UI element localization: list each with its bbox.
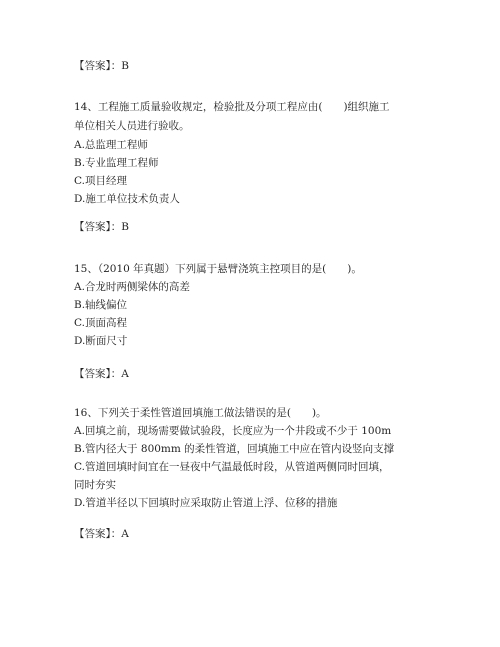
option-d: D.管道半径以下回填时应采取防止管道上浮、位移的措施 [74, 497, 338, 509]
question-stem: 16、下列关于柔性管道回填施工做法错误的是( )。 [74, 407, 327, 419]
option-c: C.顶面高程 [74, 317, 127, 329]
option-c: C.项目经理 [74, 175, 127, 187]
option-b: B.管内径大于 800mm 的柔性管道，回填施工中应在管内设竖向支撑 [74, 443, 395, 455]
option-b: B.轴线偏位 [74, 299, 128, 311]
option-c: C.管道回填时间宜在一昼夜中气温最低时段，从管道两侧同时回填， [74, 461, 390, 473]
option-c-continued: 同时夯实 [74, 479, 116, 491]
answer-16: 【答案】：A [74, 528, 129, 540]
option-b: B.专业监理工程师 [74, 157, 159, 169]
option-d: D.施工单位技术负责人 [74, 193, 180, 205]
option-a: A.回填之前，现场需要做试验段，长度应为一个井段或不少于 100m [74, 425, 392, 437]
question-stem: 15、（2010 年真题）下列属于悬臂浇筑主控项目的是( )。 [74, 263, 362, 275]
answer-14: 【答案】：B [74, 221, 129, 233]
answer-13: 【答案】：B [74, 60, 129, 72]
answer-15: 【答案】：A [74, 368, 129, 380]
option-a: A.总监理工程师 [74, 139, 148, 151]
option-d: D.断面尺寸 [74, 335, 128, 347]
question-stem: 14、工程施工质量验收规定，检验批及分项工程应由( )组织施工 [74, 101, 390, 113]
question-stem: 单位相关人员进行验收。 [74, 120, 190, 132]
option-a: A.合龙时两侧梁体的高差 [74, 281, 190, 293]
